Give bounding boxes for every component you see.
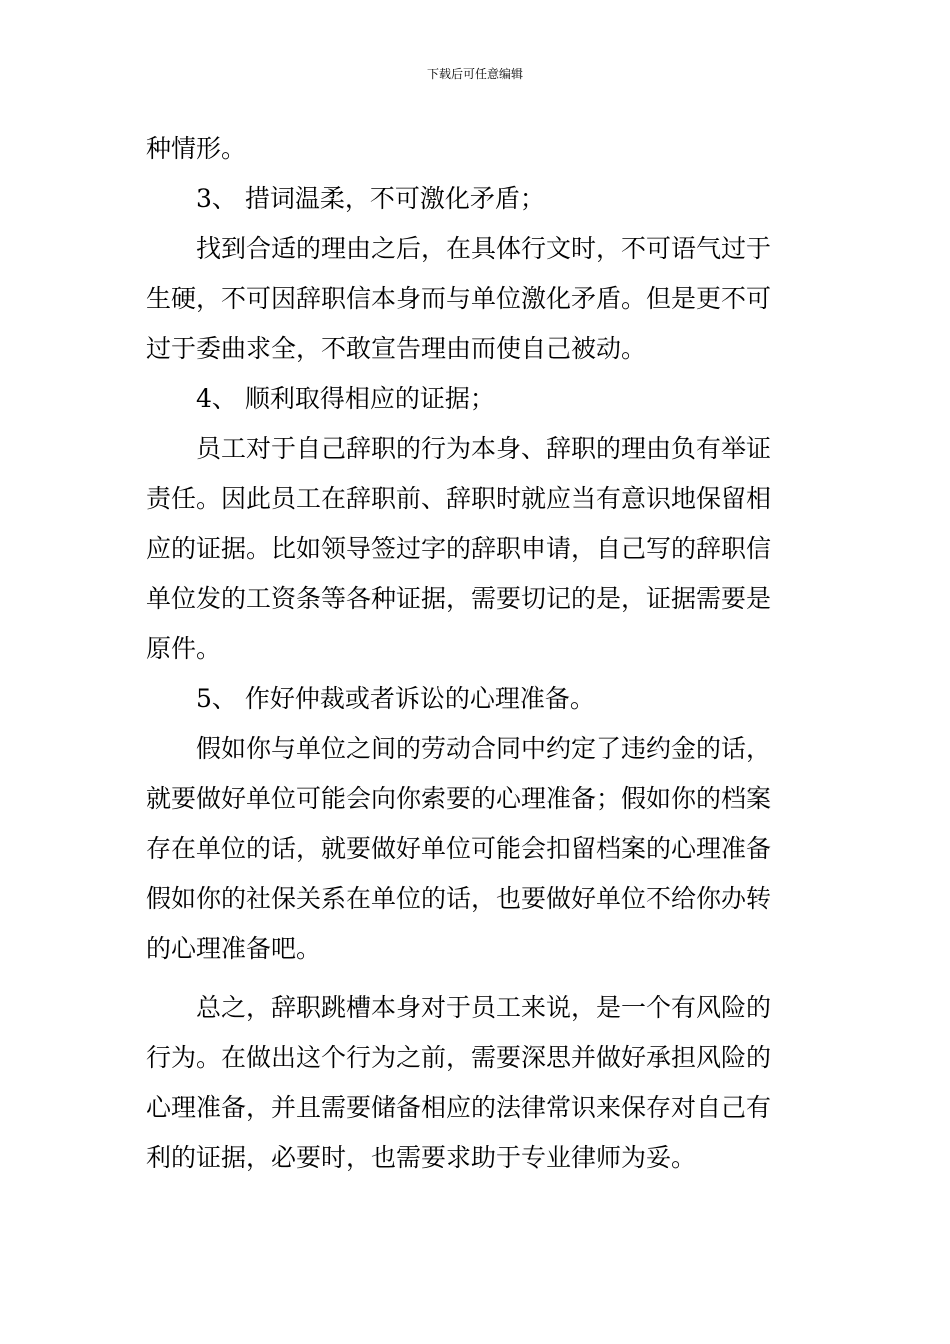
text-line: 的心理准备吧。 [146,934,322,963]
text-line: 就要做好单位可能会向你索要的心理准备；假如你的档案 [146,784,772,813]
text-line: 行为。在做出这个行为之前，需要深思并做好承担风险的 [146,1043,772,1072]
text-line: 假如你的社保关系在单位的话，也要做好单位不给你办转 [146,884,772,913]
paragraph-gap [146,974,810,983]
text-line: 生硬，不可因辞职信本身而与单位激化矛盾。但是更不可 [146,284,772,313]
text-line: 过于委曲求全，不敢宣告理由而使自己被动。 [146,334,647,363]
text-line: 3、 措词温柔，不可激化矛盾； [196,184,545,213]
text-line: 员工对于自己辞职的行为本身、辞职的理由负有举证 [196,434,772,463]
text-line: 单位发的工资条等各种证据，需要切记的是，证据需要是 [146,584,772,613]
text-line: 5、 作好仲裁或者诉讼的心理准备。 [196,684,595,713]
text-line: 利的证据，必要时，也需要求助于专业律师为妥。 [146,1143,697,1172]
text-line: 心理准备，并且需要储备相应的法律常识来保存对自己有 [146,1093,772,1122]
text-line: 总之，辞职跳槽本身对于员工来说，是一个有风险的 [196,993,772,1022]
text-line: 假如你与单位之间的劳动合同中约定了违约金的话， [196,734,772,763]
text-line: 应的证据。比如领导签过字的辞职申请，自己写的辞职信 [146,534,772,563]
page-header: 下载后可任意编辑 [426,67,523,81]
text-line: 4、 顺利取得相应的证据； [196,384,495,413]
text-line: 存在单位的话，就要做好单位可能会扣留档案的心理准备 [146,834,772,863]
text-line: 原件。 [146,634,222,663]
document-body [146,124,810,1183]
text-line: 找到合适的理由之后，在具体行文时，不可语气过于 [196,234,772,263]
text-line: 责任。因此员工在辞职前、辞职时就应当有意识地保留相 [146,484,772,513]
text-line: 种情形。 [146,134,247,163]
